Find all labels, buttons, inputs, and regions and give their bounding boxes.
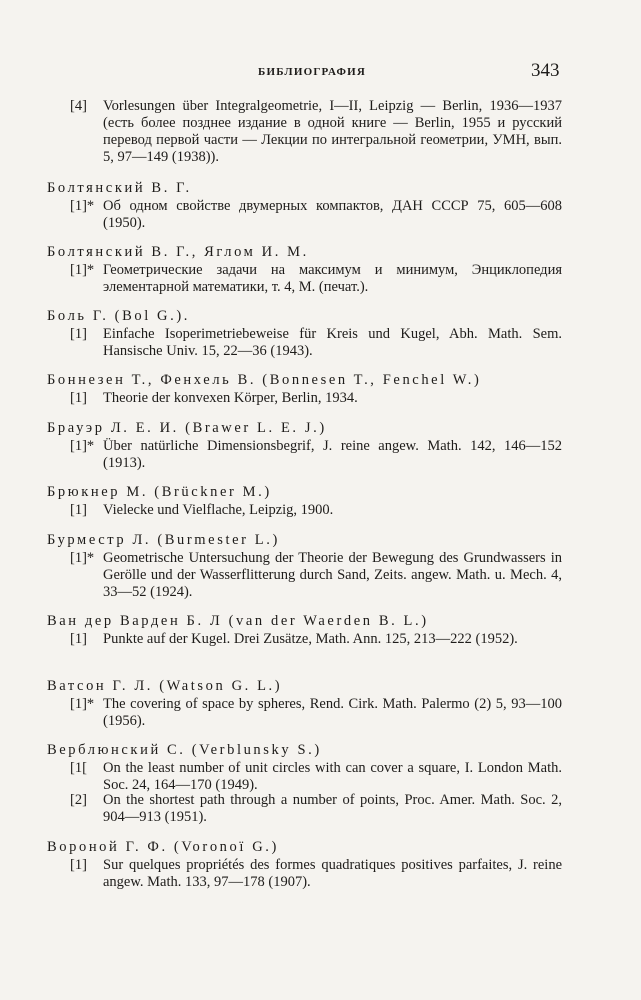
reference-text: Einfache Isoperimetriebeweise für Kreis und Kugel, Abh. Math. Sem. Hansische Univ. 15, 22—36 (1943). (103, 326, 562, 359)
reference (70, 550, 562, 601)
reference-number: [1]* (70, 438, 95, 454)
reference-text: The covering of space by spheres, Rend. Cirk. Math. Palermo (2) 5, 93—100 (1956). (103, 696, 562, 729)
author-heading: Бурместр Л. (Burmester L.) (47, 532, 280, 548)
reference-number: [1]* (70, 696, 95, 712)
reference-text: Theorie der konvexen Körper, Berlin, 1934. (103, 390, 358, 406)
reference-text: Об одном свойстве двумерных компактов, ДАН СССР 75, 605—608 (1950). (103, 198, 562, 231)
reference-number: [1] (70, 326, 87, 342)
author-heading: Болтянский В. Г. (47, 180, 192, 196)
author-heading: Боль Г. (Bol G.). (47, 308, 191, 324)
reference-number: [1[ (70, 760, 87, 776)
author-heading: Брауэр Л. Е. И. (Brawer L. E. J.) (47, 420, 327, 436)
reference-text: On the shortest path through a number of points, Proc. Amer. Math. Soc. 2, 904—913 (1951). (103, 792, 562, 825)
reference-number: [1]* (70, 198, 95, 214)
reference (70, 326, 562, 360)
reference-text: Геометрические задачи на максимум и минимум, Энциклопедия элементарной математики, т. 4, М. (печат.). (103, 262, 562, 295)
author-heading: Ван дер Варден Б. Л (van der Waerden B. L.) (47, 613, 429, 629)
page-header (0, 60, 641, 86)
reference-text: Sur quelques propriétés des formes quadratiques positives parfaites, J. reine angew. Math. 133, 97—178 (1907). (103, 857, 562, 890)
reference-number: [1] (70, 631, 87, 647)
reference-number: [4] (70, 98, 87, 114)
reference-text: Vorlesungen über Integralgeometrie, I—II, Leipzig — Berlin, 1936—1937 (есть более позднее издание в одной книге — Berlin, 1955 и русский перевод первой части — Лекции по интегральной геометрии, УМН, вып. 5, 97—149 (1938)). (103, 98, 562, 165)
reference-text: Punkte auf der Kugel. Drei Zusätze, Math. Ann. 125, 213—222 (1952). (103, 631, 518, 647)
reference (70, 98, 562, 166)
page-number: 343 (531, 60, 560, 81)
reference-number: [1] (70, 857, 87, 873)
reference (70, 198, 562, 232)
author-heading: Вороной Г. Ф. (Voronoï G.) (47, 839, 279, 855)
reference-text: Über natürliche Dimensionsbegrif, J. reine angew. Math. 142, 146—152 (1913). (103, 438, 562, 471)
reference-text: Geometrische Untersuchung der Theorie der Bewegung des Grundwassers in Gerölle und der Wasserflitterung durch Sand, Zeits. angew. Math. u. Mech. 4, 33—52 (1924). (103, 550, 562, 600)
reference (70, 262, 562, 296)
reference (70, 857, 562, 891)
reference (70, 631, 562, 648)
reference-number: [1]* (70, 550, 95, 566)
reference (70, 760, 562, 794)
author-heading: Верблюнский С. (Verblunsky S.) (47, 742, 322, 758)
reference (70, 438, 562, 472)
reference-number: [1] (70, 502, 87, 518)
reference-text: Vielecke und Vielflache, Leipzig, 1900. (103, 502, 334, 518)
running-head: БИБЛИОГРАФИЯ (258, 66, 367, 78)
reference (70, 390, 562, 407)
reference (70, 792, 562, 826)
author-heading: Брюкнер М. (Brückner M.) (47, 484, 272, 500)
author-heading: Боннезен Т., Фенхель В. (Bonnesen T., Fenchel W.) (47, 372, 482, 388)
reference (70, 502, 562, 519)
reference-text: On the least number of unit circles with can cover a square, I. London Math. Soc. 24, 164—170 (1949). (103, 760, 562, 793)
author-heading: Ватсон Г. Л. (Watson G. L.) (47, 678, 283, 694)
reference (70, 696, 562, 730)
reference-number: [1]* (70, 262, 95, 278)
reference-number: [1] (70, 390, 87, 406)
author-heading: Болтянский В. Г., Яглом И. М. (47, 244, 309, 260)
reference-number: [2] (70, 792, 87, 808)
